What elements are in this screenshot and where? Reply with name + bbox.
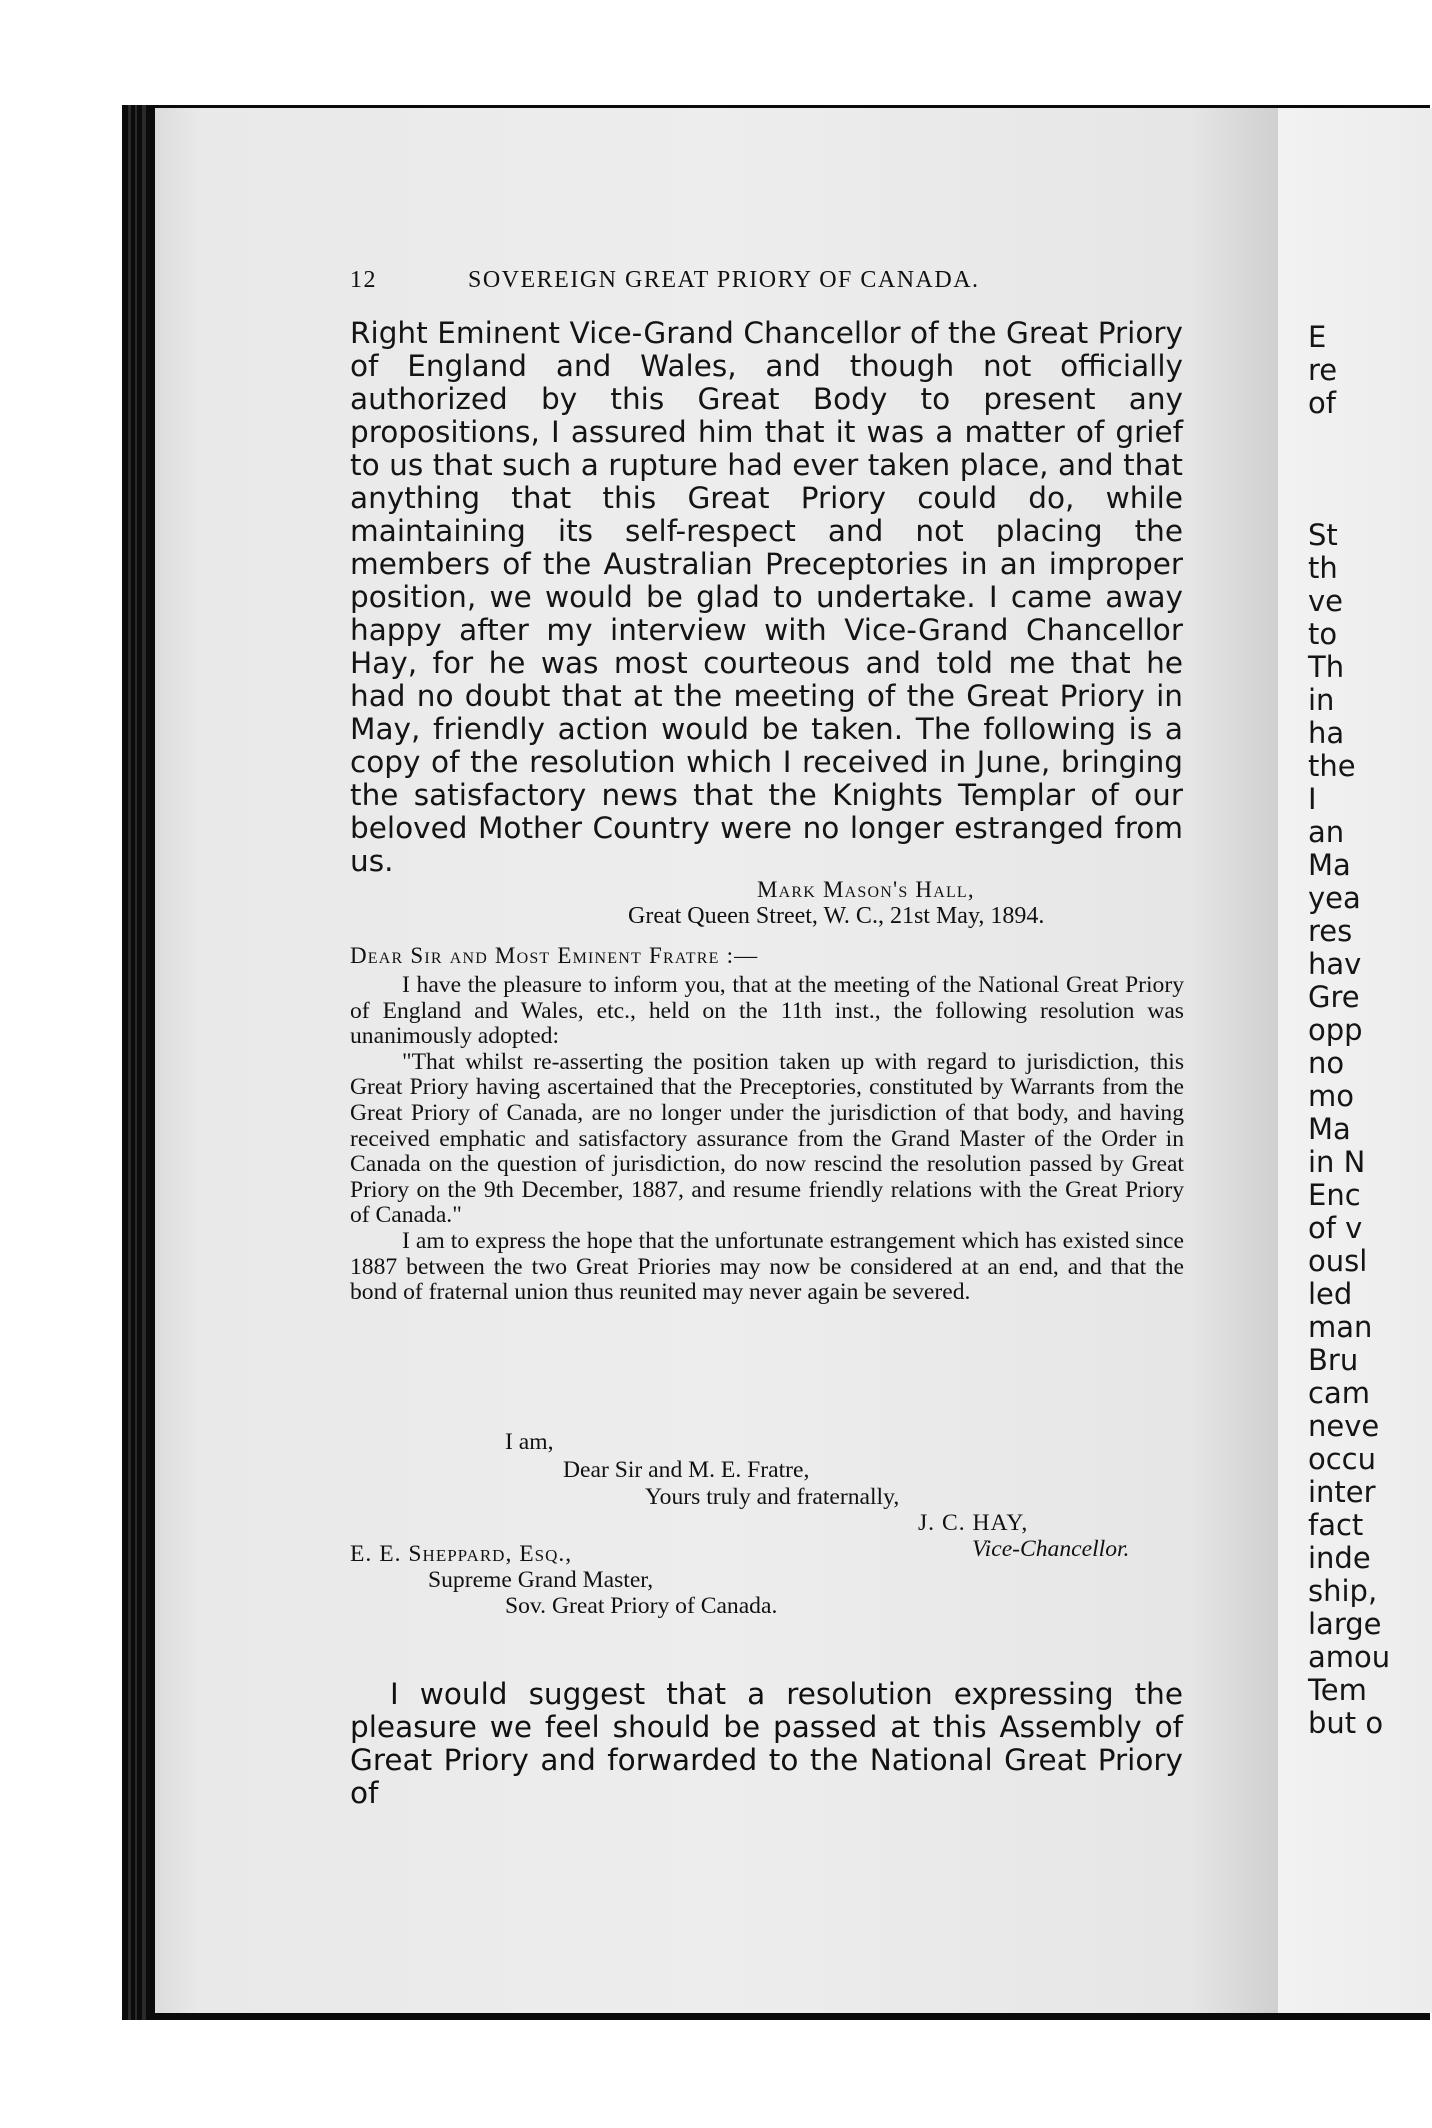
binding-edge-line	[142, 105, 146, 2020]
letter-signature-title: Vice-Chancellor.	[972, 1536, 1130, 1562]
facing-fragment: res	[1308, 914, 1353, 948]
facing-fragment: in	[1308, 683, 1335, 717]
letter-closing-3: Yours truly and fraternally,	[645, 1484, 900, 1510]
facing-fragment: yea	[1308, 881, 1361, 915]
facing-fragment: Th	[1308, 650, 1345, 684]
facing-fragment: inde	[1308, 1541, 1371, 1575]
facing-fragment: Bru	[1308, 1343, 1359, 1377]
letter-resolution-quote: "That whilst re-asserting the position taken up with regard to jurisdiction, this Great Priory having ascertained that the Preceptories, constituted by Warrants from the Great Priory of Canada, are no longer under the jurisdiction of that body, and having received emphatic and satisfactory assurance from the Grand Master of the Order in Canada on the question of jurisdiction, do now rescind the resolution passed by Great Priory on the 9th December, 1887, and resume friendly relations with the Great Priory of Canada."	[350, 1048, 1184, 1229]
letter-body	[350, 973, 1184, 1306]
facing-fragment: led	[1308, 1277, 1353, 1311]
facing-fragment: St	[1308, 518, 1338, 552]
facing-fragment: Ma	[1308, 1112, 1351, 1146]
facing-fragment: inter	[1308, 1475, 1376, 1509]
facing-fragment: but o	[1308, 1706, 1384, 1740]
facing-fragment: Gre	[1308, 980, 1360, 1014]
facing-fragment: fact	[1308, 1508, 1364, 1542]
facing-fragment: of	[1308, 386, 1336, 420]
closing-paragraph-text: I would suggest that a resolution expressing the pleasure we feel should be passed at this Assembly of Great Priory and forwarded to the National Great Priory of	[350, 1677, 1183, 1810]
closing-paragraph	[350, 1678, 1183, 1810]
letter-closing-1: I am,	[505, 1429, 554, 1455]
facing-fragment: ousl	[1308, 1244, 1368, 1278]
running-head-title: SOVEREIGN GREAT PRIORY OF CANADA.	[468, 267, 980, 293]
body-paragraph	[350, 317, 1183, 878]
facing-fragment: neve	[1308, 1409, 1380, 1443]
body-paragraph-text: Right Eminent Vice-Grand Chancellor of the Great Priory of England and Wales, and though not officially authorized by this Great Body to present any propositions, I assured him that it was a matter of grief to us that such a rupture had ever taken place, and that anything that this Great Priory could do, while maintaining its self-respect and not placing the members of the Australian Preceptories in an improper position, we would be glad to undertake. I came away happy after my interview with Vice-Grand Chancellor Hay, for he was most courteous and told me that he had no doubt that at the meeting of the Great Priory in May, friendly action would be taken. The following is a copy of the resolution which I received in June, bringing the satisfactory news that the Knights Templar of our beloved Mother Country were no longer estranged from us.	[350, 316, 1183, 878]
facing-fragment: mo	[1308, 1079, 1354, 1113]
facing-fragment: ship,	[1308, 1574, 1378, 1608]
letter-paragraph-1: I have the pleasure to inform you, that at the meeting of the National Great Priory of England and Wales, etc., held on the 11th inst., the following resolution was unanimously adopted:	[350, 972, 1184, 1050]
facing-fragment: of v	[1308, 1211, 1363, 1245]
letter-addressee-name: E. E. Sheppard, Esq.,	[350, 1541, 573, 1567]
facing-fragment: occu	[1308, 1442, 1377, 1476]
facing-fragment: man	[1308, 1310, 1373, 1344]
facing-fragment: large	[1308, 1607, 1382, 1641]
letter-closing-2: Dear Sir and M. E. Fratre,	[563, 1457, 810, 1483]
facing-fragment: to	[1308, 617, 1338, 651]
facing-fragment: an	[1308, 815, 1345, 849]
facing-fragment: Enc	[1308, 1178, 1361, 1212]
facing-fragment: the	[1308, 749, 1356, 783]
page-number: 12	[350, 267, 377, 293]
letter-salutation: Dear Sir and Most Eminent Fratre :—	[350, 943, 759, 968]
letter-signature-name: J. C. HAY,	[918, 1510, 1029, 1536]
facing-page	[1278, 108, 1432, 2013]
letter-paragraph-3: I am to express the hope that the unfortunate estrangement which has existed since 1887 between the two Great Priories may now be considered at an end, and that the bond of fraternal union thus reunited may never again be severed.	[350, 1227, 1184, 1306]
letter-addressee-line-2: Supreme Grand Master,	[428, 1567, 654, 1593]
facing-fragment: hav	[1308, 947, 1362, 981]
facing-fragment: cam	[1308, 1376, 1370, 1410]
binding-edge-line	[128, 105, 131, 2020]
facing-fragment: no	[1308, 1046, 1345, 1080]
letter-address-line-1: Mark Mason's Hall,	[757, 877, 975, 902]
letter-addressee-line-3: Sov. Great Priory of Canada.	[505, 1593, 778, 1619]
facing-fragment: Ma	[1308, 848, 1351, 882]
facing-fragment: re	[1308, 353, 1338, 387]
facing-fragment: Tem	[1308, 1673, 1367, 1707]
facing-fragment: amou	[1308, 1640, 1391, 1674]
facing-fragment: ve	[1308, 584, 1344, 618]
facing-fragment: opp	[1308, 1013, 1363, 1047]
facing-fragment: in N	[1308, 1145, 1366, 1179]
facing-fragment: ha	[1308, 716, 1345, 750]
facing-fragment: E	[1308, 320, 1327, 354]
letter-address-line-2: Great Queen Street, W. C., 21st May, 1894.	[628, 903, 1045, 929]
binding-edge-line	[135, 105, 137, 2020]
facing-fragment: I	[1308, 782, 1317, 816]
facing-fragment: th	[1308, 551, 1338, 585]
